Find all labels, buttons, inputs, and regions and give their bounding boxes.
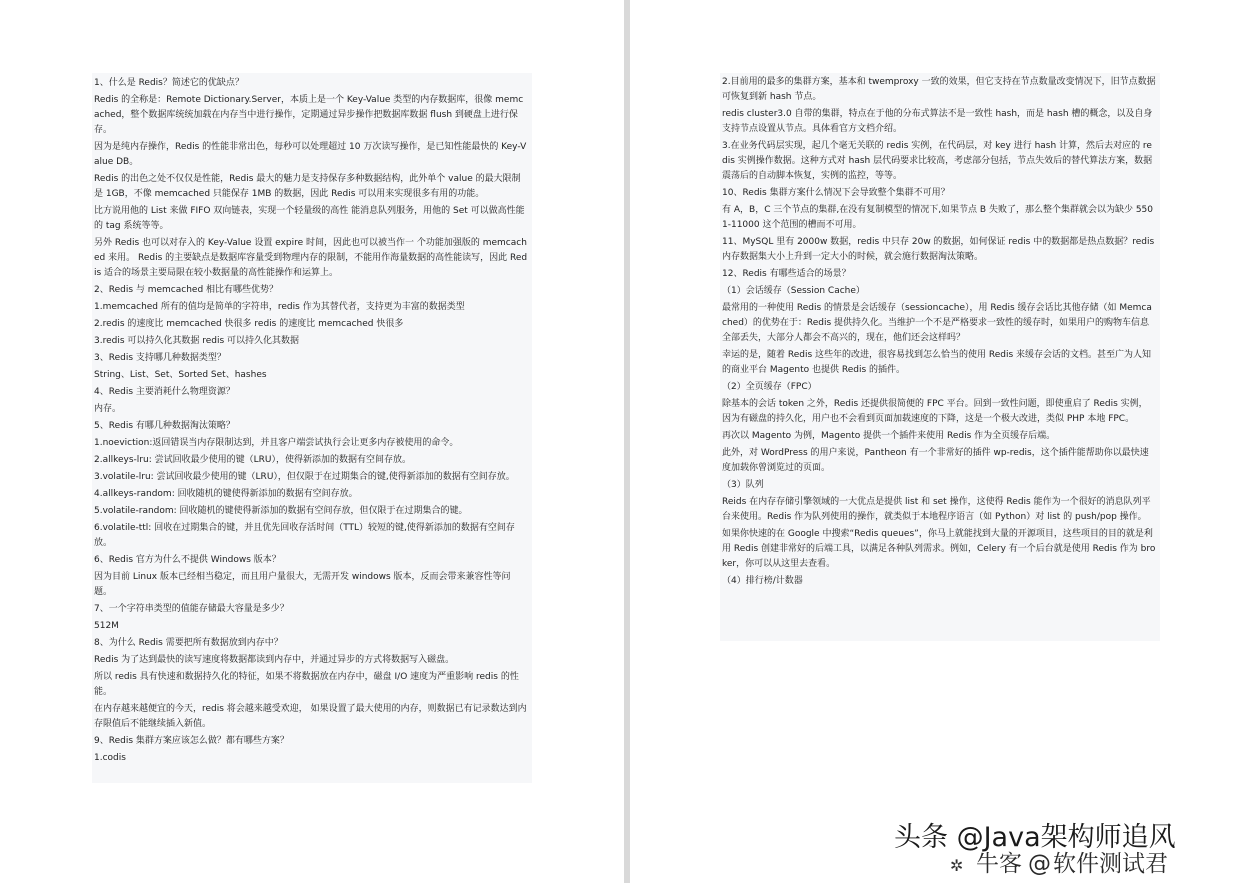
heading-q10: 10、Redis 集群方案什么情况下会导致整个集群不可用？ bbox=[722, 188, 950, 198]
paragraph: 1.noeviction:返回错误当内存限制达到，并且客户端尝试执行会让更多内存被使用的命令。 bbox=[94, 438, 459, 448]
paragraph: 因为目前 Linux 版本已经相当稳定，而且用户量很大，无需开发 windows 版本，反而会带来兼容性等问题。 bbox=[94, 572, 511, 597]
heading-q8: 8、为什么 Redis 需要把所有数据放到内存中？ bbox=[94, 638, 283, 648]
paragraph: 此外，对 WordPress 的用户来说，Pantheon 有一个非常好的插件 wp-redis，这个插件能帮助你以最快速度加载你曾浏览过的页面。 bbox=[722, 448, 1149, 473]
subheading: （4）排行榜/计数器 bbox=[722, 576, 803, 586]
heading-q4: 4、Redis 主要消耗什么物理资源？ bbox=[94, 387, 235, 397]
nowcoder-logo-icon: ✲ bbox=[950, 856, 964, 875]
paragraph: Redis 的全称是：Remote Dictionary.Server，本质上是一个 Key-Value 类型的内存数据库，很像 memcached，整个数据库统统加载在内存当中进行操作，定期通过异步操作把数据库数据 flush 到硬盘上进行保存。 bbox=[94, 95, 524, 135]
paragraph: 512M bbox=[94, 621, 119, 631]
paragraph: 在内存越来越便宜的今天，redis 将会越来越受欢迎， 如果设置了最大使用的内存，则数据已有记录数达到内存限值后不能继续插入新值。 bbox=[94, 704, 527, 729]
heading-q5: 5、Redis 有哪几种数据淘汰策略？ bbox=[94, 421, 235, 431]
heading-q7: 7、一个字符串类型的值能存储最大容量是多少？ bbox=[94, 604, 289, 614]
heading-q12: 12、Redis 有哪些适合的场景？ bbox=[722, 269, 851, 279]
paragraph: 再次以 Magento 为例，Magento 提供一个插件来使用 Redis 作为全页缓存后端。 bbox=[722, 431, 1056, 441]
watermark-nowcoder-prefix: 牛客 bbox=[976, 851, 1022, 877]
paragraph: 4.allkeys-random: 回收随机的键使得新添加的数据有空间存放。 bbox=[94, 489, 358, 499]
paragraph: Redis 为了达到最快的读写速度将数据都读到内存中，并通过异步的方式将数据写入磁盘。 bbox=[94, 655, 455, 665]
paragraph: 6.volatile-ttl: 回收在过期集合的键，并且优先回收存活时间（TTL）较短的键,使得新添加的数据有空间存放。 bbox=[94, 523, 515, 548]
paragraph: 所以 redis 具有快速和数据持久化的特征，如果不将数据放在内存中，磁盘 I/O 速度为严重影响 redis 的性能。 bbox=[94, 672, 519, 697]
heading-q6: 6、Redis 官方为什么不提供 Windows 版本？ bbox=[94, 555, 281, 565]
watermark-at: @ bbox=[1028, 851, 1051, 877]
paragraph: 1.memcached 所有的值均是简单的字符串，redis 作为其替代者，支持更为丰富的数据类型 bbox=[94, 302, 465, 312]
paragraph: 内存。 bbox=[94, 404, 122, 414]
text-block-left bbox=[92, 73, 532, 783]
paragraph: redis cluster3.0 自带的集群，特点在于他的分布式算法不是一致性 hash，而是 hash 槽的概念，以及自身支持节点设置从节点。具体看官方文档介绍。 bbox=[722, 109, 1153, 134]
heading-q3: 3、Redis 支持哪几种数据类型？ bbox=[94, 353, 226, 363]
paragraph: 比方说用他的 List 来做 FIFO 双向链表，实现一个轻量级的高性 能消息队列服务，用他的 Set 可以做高性能的 tag 系统等等。 bbox=[94, 206, 525, 231]
subheading: （3）队列 bbox=[722, 480, 764, 490]
paragraph: 3.在业务代码层实现，起几个毫无关联的 redis 实例，在代码层，对 key 进行 hash 计算，然后去对应的 redis 实例操作数据。这种方式对 hash 层代码要求比较高，考虑部分包括，节点失效后的替代算法方案，数据震荡后的自动脚本恢复，实例的监控，等等。 bbox=[722, 141, 1153, 181]
paragraph: 2.目前用的最多的集群方案，基本和 twemproxy 一致的效果，但它支持在节点数量改变情况下，旧节点数据可恢复到新 hash 节点。 bbox=[722, 77, 1156, 102]
paragraph: 如果你快速的在 Google 中搜索“Redis queues”，你马上就能找到大量的开源项目，这些项目的目的就是利用 Redis 创建非常好的后端工具，以满足各种队列需求。例如，Celery 有一个后台就是使用 Redis 作为 broker，你可以从这里去查看。 bbox=[722, 529, 1156, 569]
subheading: （1）会话缓存（Session Cache） bbox=[722, 286, 865, 296]
paragraph: 5.volatile-random: 回收随机的键使得新添加的数据有空间存放，但仅限于在过期集合的键。 bbox=[94, 506, 468, 516]
paragraph: Reids 在内存存储引擎领域的一大优点是提供 list 和 set 操作，这使得 Redis 能作为一个很好的消息队列平台来使用。Redis 作为队列使用的操作，就类似于本地程序语言（如 Python）对 list 的 push/pop 操作。 bbox=[722, 497, 1151, 522]
subheading: （2）全页缓存（FPC） bbox=[722, 382, 817, 392]
paragraph: 1.codis bbox=[94, 753, 126, 763]
paragraph: Redis 的出色之处不仅仅是性能，Redis 最大的魅力是支持保存多种数据结构，此外单个 value 的最大限制是 1GB，不像 memcached 只能保存 1MB 的数据，因此 Redis 可以用来实现很多有用的功能。 bbox=[94, 174, 521, 199]
heading-q11: 11、MySQL 里有 2000w 数据，redis 中只存 20w 的数据，如何保证 redis 中的数据都是热点数据？redis 内存数据集大小上升到一定大小的时候，就会施行数据淘汰策略。 bbox=[722, 237, 1155, 262]
paragraph: 有 A，B，C 三个节点的集群,在没有复制模型的情况下,如果节点 B 失败了，那么整个集群就会以为缺少 5501-11000 这个范围的槽而不可用。 bbox=[722, 205, 1153, 230]
document-page-right bbox=[630, 0, 1255, 883]
heading-q9: 9、Redis 集群方案应该怎么做？都有哪些方案？ bbox=[94, 736, 289, 746]
paragraph: 3.volatile-lru: 尝试回收最少使用的键（LRU），但仅限于在过期集合的键,使得新添加的数据有空间存放。 bbox=[94, 472, 515, 482]
watermark-toutiao: 头条 @Java架构师追风 bbox=[894, 822, 1176, 853]
paragraph: 除基本的会话 token 之外，Redis 还提供很简便的 FPC 平台。回到一致性问题，即使重启了 Redis 实例，因为有磁盘的持久化，用户也不会看到页面加载速度的下降，这是一个极大改进，类似 PHP 本地 FPC。 bbox=[722, 399, 1148, 424]
watermark-nowcoder bbox=[954, 850, 1168, 878]
paragraph: 另外 Redis 也可以对存入的 Key-Value 设置 expire 时间，因此也可以被当作一 个功能加强版的 memcached 来用。 Redis 的主要缺点是数据库容量受到物理内存的限制，不能用作海量数据的高性能读写，因此 Redis 适合的场景主要局限在较小数据量的高性能操作和运算上。 bbox=[94, 238, 528, 278]
heading-q2: 2、Redis 与 memcached 相比有哪些优势？ bbox=[94, 285, 279, 295]
paragraph: 因为是纯内存操作，Redis 的性能非常出色，每秒可以处理超过 10 万次读写操作，是已知性能最快的 Key-Value DB。 bbox=[94, 142, 527, 167]
paragraph: 2.allkeys-lru: 尝试回收最少使用的键（LRU），使得新添加的数据有空间存放。 bbox=[94, 455, 411, 465]
watermark bbox=[888, 820, 1253, 880]
paragraph: 幸运的是，随着 Redis 这些年的改进，很容易找到怎么恰当的使用 Redis 来缓存会话的文档。甚至广为人知的商业平台 Magento 也提供 Redis 的插件。 bbox=[722, 350, 1152, 375]
paragraph: 3.redis 可以持久化其数据 redis 可以持久化其数据 bbox=[94, 336, 300, 346]
text-block-right bbox=[720, 73, 1160, 641]
watermark-nowcoder-name: 软件测试君 bbox=[1053, 851, 1168, 877]
document-page-left bbox=[0, 0, 624, 883]
paragraph: 最常用的一种使用 Redis 的情景是会话缓存（sessioncache），用 Redis 缓存会话比其他存储（如 Memcached）的优势在于：Redis 提供持久化。当维护一个不是严格要求一致性的缓存时，如果用户的购物车信息全部丢失，大部分人都会不高兴的，现在，他们还会这样吗？ bbox=[722, 303, 1152, 343]
paragraph: String、List、Set、Sorted Set、hashes bbox=[94, 370, 267, 380]
heading-q1: 1、什么是 Redis？简述它的优缺点？ bbox=[94, 78, 244, 88]
paragraph: 2.redis 的速度比 memcached 快很多 redis 的速度比 memcached 快很多 bbox=[94, 319, 404, 329]
